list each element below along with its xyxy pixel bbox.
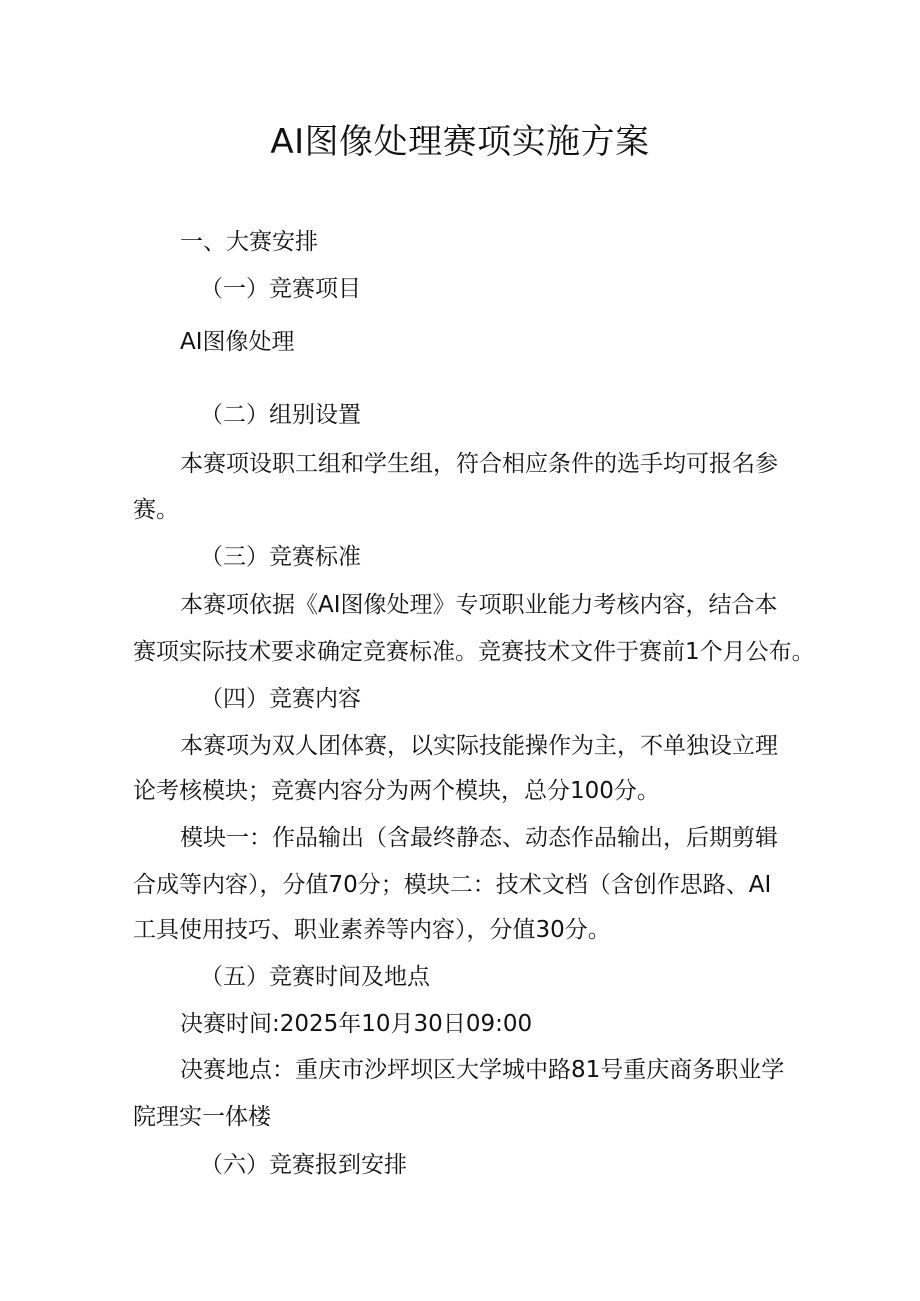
paragraph-line: 本赛项依据《AI图像处理》专项职业能力考核内容，结合本: [180, 592, 778, 618]
subsection-heading-standards: （三）竞赛标准: [200, 544, 361, 570]
paragraph-line: 合成等内容），分值70分；模块二：技术文档（含创作思路、AI: [133, 872, 772, 898]
document-title: AI图像处理赛项实施方案: [270, 122, 650, 162]
subsection-heading-groups: （二）组别设置: [200, 402, 361, 428]
subsection-heading-registration: （六）竞赛报到安排: [200, 1152, 407, 1178]
paragraph-line: 院理实一体楼: [133, 1104, 271, 1130]
paragraph-line: 论考核模块；竞赛内容分为两个模块，总分100分。: [133, 778, 660, 804]
paragraph-line: 工具使用技巧、职业素养等内容），分值30分。: [133, 917, 611, 943]
paragraph-line: AI图像处理: [180, 329, 295, 355]
subsection-heading-time-place: （五）竞赛时间及地点: [200, 964, 430, 990]
paragraph-line: 赛项实际技术要求确定竞赛标准。竞赛技术文件于赛前1个月公布。: [133, 639, 815, 665]
paragraph-line: 赛。: [133, 497, 179, 523]
subsection-heading-project: （一）竞赛项目: [200, 276, 361, 302]
paragraph-line: 模块一：作品输出（含最终静态、动态作品输出，后期剪辑: [180, 825, 778, 851]
section-heading-arrangement: 一、大赛安排: [180, 229, 318, 255]
paragraph-line: 本赛项为双人团体赛，以实际技能操作为主，不单独设立理: [180, 733, 778, 759]
paragraph-line: 本赛项设职工组和学生组，符合相应条件的选手均可报名参: [180, 451, 778, 477]
subsection-heading-content: （四）竞赛内容: [200, 686, 361, 712]
paragraph-line: 决赛时间:2025年10月30日09:00: [180, 1011, 533, 1037]
paragraph-line: 决赛地点：重庆市沙坪坝区大学城中路81号重庆商务职业学: [180, 1057, 785, 1083]
